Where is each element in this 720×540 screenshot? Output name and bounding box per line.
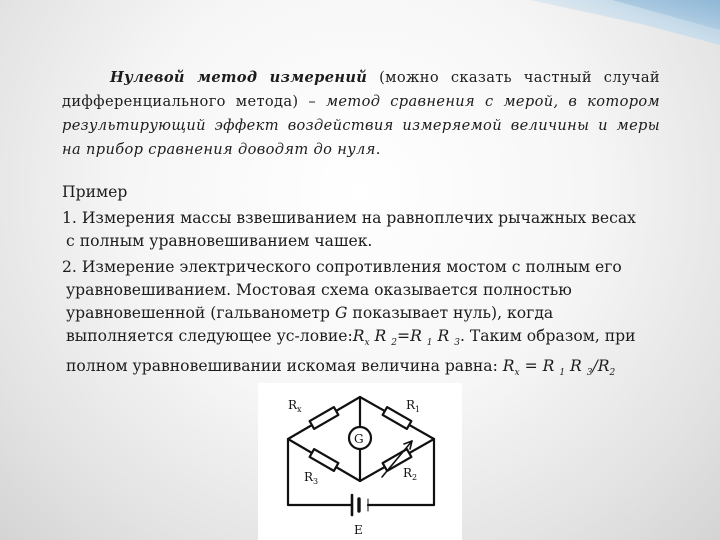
cond-r3-sub: 3 [454,338,460,349]
resistor-r3 [310,449,339,471]
formula-rx: R [502,357,515,376]
item2-line4-text-b: . Таким образом, при [459,327,636,345]
cond-r2-sub: 2 [391,338,397,349]
item2-line3-text-b: показывает нуль), когда [347,304,554,322]
cond-r1-sub: 1 [426,338,433,349]
item2-line1: 2. Измерение электрического сопротивления мостом с полным его [62,258,622,276]
item2-line3 [62,302,672,325]
result-formula [502,357,616,379]
item2-line4-text: выполняется следующее ус-ловие: [66,327,353,345]
item1-line2: с полным уравновешиванием чашек. [66,232,373,250]
example-title: Пример [62,183,128,201]
item2-line5 [62,355,672,385]
cond-r3: R [437,327,450,345]
intro-paragraph [62,66,660,162]
item2-line3-text-a: уравновешенной (гальванометр [66,304,335,322]
balance-condition [352,327,460,349]
formula-r1-sub: 1 [559,368,566,379]
label-rx: $R_x$ [288,398,302,414]
term-null-method: Нулевой метод измерений [110,69,368,86]
cond-rx-sub: x [364,338,370,349]
item2-line4 [62,325,672,355]
formula-r3: R [570,357,582,376]
formula-r2-sub: 2 [609,368,616,379]
label-g: G [354,432,364,446]
cond-r2: R [374,327,387,345]
galvanometer-symbol: G [335,304,348,322]
label-e: E [354,523,363,537]
example-item-1 [62,207,672,253]
example-section [62,181,672,388]
intro-definition: метод сравнения с мерой, в котором результирующий эффект воздействия измеряемой величины и меры на прибор сравнения доводят до нуля [62,93,660,158]
item2-line5-text: полном уравновешивании искомая величина равна: [66,357,503,376]
wheatstone-bridge-diagram [258,383,462,540]
bridge-circuit-figure [258,383,462,540]
label-r1: $R_1$ [406,398,421,414]
formula-rx-sub: x [514,368,520,379]
label-r3: $R_3$ [304,470,319,486]
intro-period: . [375,141,381,158]
cond-rx: R [352,327,365,345]
example-item-2 [62,256,672,385]
label-r2: $R_2$ [403,466,418,482]
intro-parenthetical: (можно сказать частный случай дифференциального метода) – [62,69,660,110]
resistor-rx [310,407,339,429]
item1-line1: 1. Измерения массы взвешиванием на равноплечих рычажных весах [62,209,636,227]
cond-eq-r1: =R [397,327,422,345]
formula-r3-sub: 3 [586,368,593,379]
formula-eq-r1: = R [519,357,555,376]
item2-line2: уравновешиванием. Мостовая схема оказывается полностью [66,281,572,299]
formula-div-r2: /R [592,357,610,376]
